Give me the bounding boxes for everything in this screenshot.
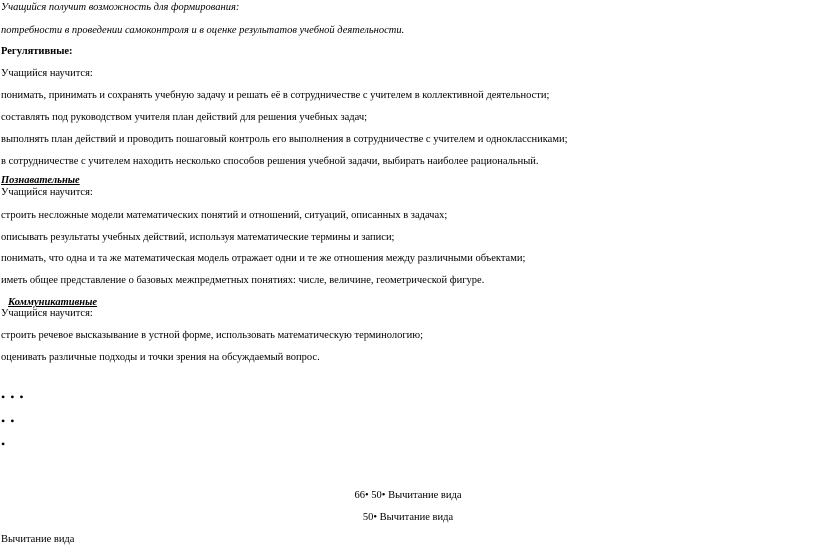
cognitive-item: строить несложные модели математических понятий и отношений, ситуаций, описанных в задачах; (1, 210, 448, 221)
footer-line: Вычитание вида (1, 534, 75, 545)
bullet-row: • • (1, 414, 16, 428)
regulative-heading: Регулятивные: (1, 46, 73, 57)
bullet-row: • (1, 437, 7, 451)
communicative-item: строить речевое высказывание в устной форме, использовать математическую терминологию; (1, 330, 424, 341)
intro-item: потребности в проведении самоконтроля и в оценке результатов учебной деятельности. (1, 25, 405, 36)
cognitive-heading: Познавательные (1, 175, 80, 186)
communicative-heading: Коммуникативные (8, 297, 98, 308)
regulative-learns: Учащийся научится: (1, 68, 93, 79)
footer-line: 66• 50• Вычитание вида (354, 490, 462, 501)
communicative-item: оценивать различные подходы и точки зрения на обсуждаемый вопрос. (1, 352, 320, 363)
cognitive-learns: Учащийся научится: (1, 187, 93, 198)
cognitive-item: иметь общее представление о базовых межпредметных понятиях: числе, величине, геометрической фигуре. (1, 275, 485, 286)
regulative-item: в сотрудничестве с учителем находить несколько способов решения учебной задачи, выбирать наиболее рациональный. (1, 156, 539, 167)
intro-heading: Учащийся получит возможность для формирования: (1, 2, 240, 13)
communicative-learns: Учащийся научится: (1, 308, 93, 319)
cognitive-item: описывать результаты учебных действий, используя математические термины и записи; (1, 232, 395, 243)
regulative-item: составлять под руководством учителя план действий для решения учебных задач; (1, 112, 368, 123)
cognitive-item: понимать, что одна и та же математическая модель отражает одни и те же отношения между различными объектами; (1, 253, 526, 264)
bullet-row: • • • (1, 390, 25, 404)
footer-line: 50• Вычитание вида (362, 512, 454, 523)
regulative-item: понимать, принимать и сохранять учебную задачу и решать её в сотрудничестве с учителем в коллективной деятельности; (1, 90, 550, 101)
regulative-item: выполнять план действий и проводить пошаговый контроль его выполнения в сотрудничестве с учителем и одноклассниками; (1, 134, 568, 145)
